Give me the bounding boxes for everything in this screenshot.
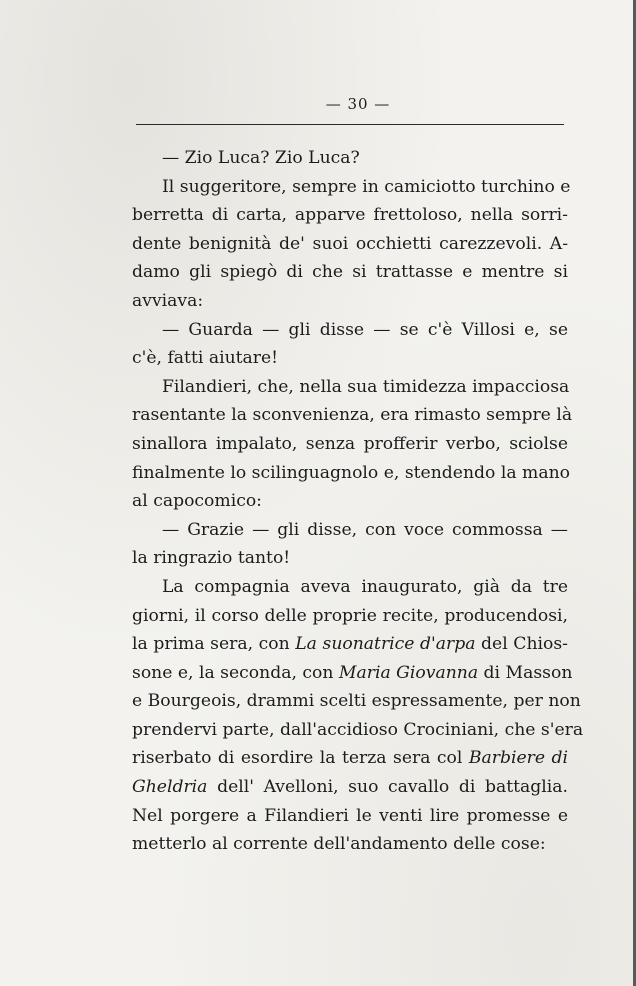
- text-span: giorni, il corso delle proprie recite, producendosi,: [132, 605, 568, 626]
- text-line: [132, 573, 568, 602]
- text-span: La compagnia aveva inaugurato, già da tre: [162, 576, 568, 597]
- text-line: [132, 401, 573, 430]
- text-line: [132, 630, 568, 659]
- text-span: riserbato di esordire la terza sera col: [132, 748, 469, 769]
- text-span: sone e, la seconda, con: [132, 662, 339, 683]
- text-span: Nel porgere a Filandieri le venti lire promesse e: [132, 805, 568, 826]
- text-span: la prima sera, con: [132, 634, 296, 655]
- text-span: Filandieri, che, nella sua timidezza impacciosa: [162, 376, 570, 397]
- text-line: [132, 687, 581, 716]
- text-line: [132, 544, 568, 573]
- text-line: [132, 287, 568, 316]
- text-span: prendervi parte, dall'accidioso Crociniani, che s'era: [132, 719, 584, 740]
- text-span: al capocomico:: [132, 491, 262, 512]
- text-line: [132, 230, 568, 259]
- italic-title: La suonatrice d'arpa: [295, 634, 476, 655]
- text-span: rasentante la sconvenienza, era rimasto sempre là: [132, 405, 573, 426]
- text-line: [132, 373, 568, 402]
- text-line: [132, 602, 568, 631]
- text-span: avviava:: [132, 290, 204, 311]
- text-line: [132, 744, 568, 773]
- text-span: del Chios-: [475, 634, 568, 655]
- text-span: dente benignità de' suoi occhietti carezzevoli. A-: [132, 233, 568, 254]
- text-line: [132, 830, 568, 859]
- text-line: [132, 716, 584, 745]
- text-span: e Bourgeois, drammi scelti espressamente, per non: [132, 691, 581, 712]
- text-span: sinallora impalato, senza profferir verbo, sciolse: [132, 433, 568, 454]
- text-line: [132, 430, 568, 459]
- text-span: Il suggeritore, sempre in camiciotto turchino e: [162, 176, 571, 197]
- text-span: la ringrazio tanto!: [132, 548, 291, 569]
- text-line: [132, 258, 568, 287]
- text-span: finalmente lo scilinguagnolo e, stendendo la mano: [132, 462, 571, 483]
- text-span: — Guarda — gli disse — se c'è Villosi e, se: [162, 319, 568, 340]
- text-span: — Zio Luca? Zio Luca?: [162, 148, 360, 168]
- text-line: [132, 773, 568, 802]
- header-rule: [136, 124, 564, 125]
- text-span: damo gli spiegò di che si trattasse e mentre si: [132, 262, 568, 283]
- italic-title: Barbiere di: [468, 748, 568, 769]
- italic-title: Gheldria: [132, 777, 208, 798]
- text-line: [132, 201, 568, 230]
- text-span: — Grazie — gli disse, con voce commossa —: [162, 519, 568, 540]
- text-line: [132, 173, 571, 202]
- text-line: [132, 802, 568, 831]
- text-span: dell' Avelloni, suo cavallo di battaglia.: [207, 777, 568, 798]
- text-line: [132, 487, 568, 516]
- text-line: [132, 459, 571, 488]
- body-text: [132, 144, 584, 859]
- page-number: — 30 —: [325, 95, 391, 113]
- text-line: [132, 344, 568, 373]
- text-span: c'è, fatti aiutare!: [132, 348, 279, 369]
- italic-title: Maria Giovanna: [338, 662, 479, 683]
- text-line: [132, 659, 573, 688]
- text-span: metterlo al corrente dell'andamento delle cose:: [132, 834, 546, 855]
- text-line: [132, 516, 568, 545]
- text-line: [132, 144, 568, 173]
- text-span: berretta di carta, apparve frettoloso, nella sorri-: [132, 205, 568, 226]
- text-span: di Masson: [478, 662, 573, 683]
- text-line: [132, 316, 568, 345]
